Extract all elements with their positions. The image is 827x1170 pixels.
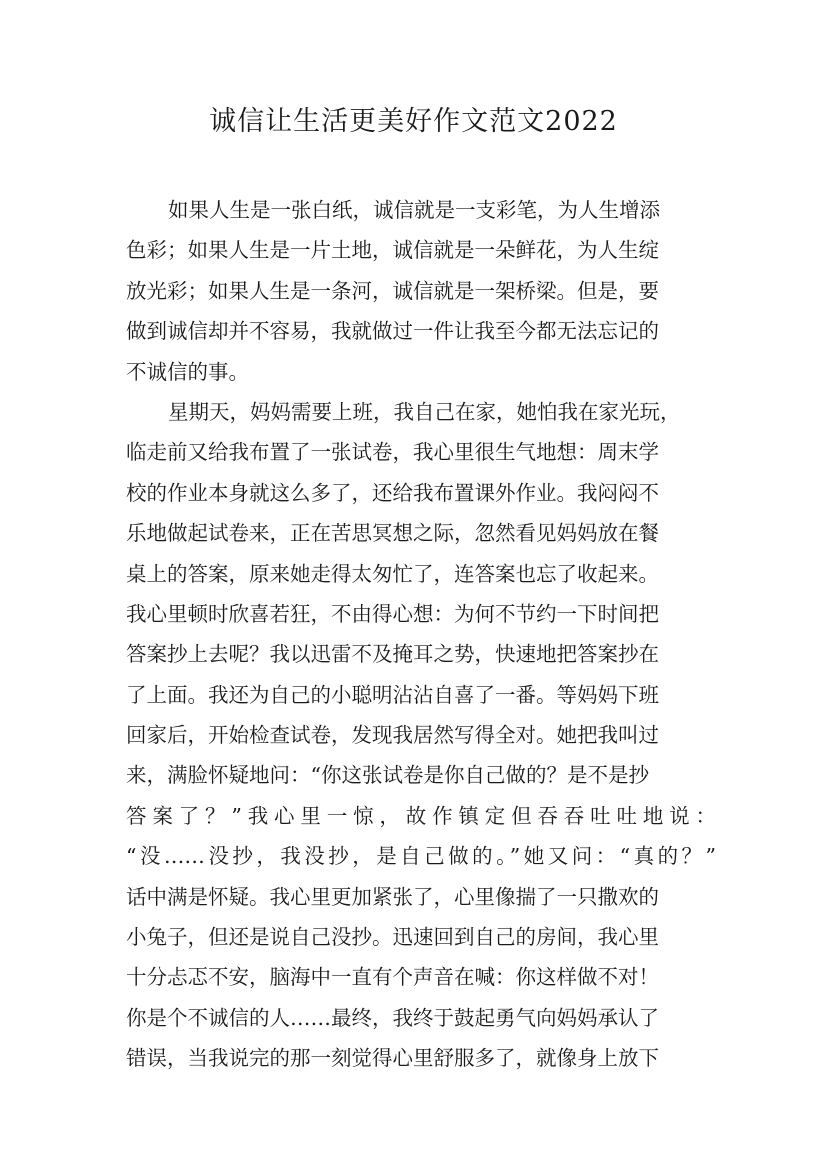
paragraph-line: 临走前又给我布置了一张试卷，我心里很生气地想：周末学 [126, 440, 659, 465]
paragraph-line: 答案抄上去呢？我以迅雷不及掩耳之势，快速地把答案抄在 [126, 642, 659, 667]
paragraph-line: 答案了？”我心里一惊，故作镇定但吞吞吐吐地说： [126, 803, 716, 828]
paragraph-line: 回家后，开始检查试卷，发现我居然写得全对。她把我叫过 [126, 723, 659, 748]
paragraph-line: 色彩；如果人生是一片土地，诚信就是一朵鲜花，为人生绽 [126, 238, 659, 263]
paragraph-line: 桌上的答案，原来她走得太匆忙了，连答案也忘了收起来。 [126, 561, 659, 586]
paragraph-line: 十分忐忑不安，脑海中一直有个声音在喊：你这样做不对！ [126, 965, 659, 990]
paragraph-line: 不诚信的事。 [126, 359, 249, 384]
paragraph-line: 话中满是怀疑。我心里更加紧张了，心里像揣了一只撒欢的 [126, 884, 659, 909]
document-body [126, 190, 716, 1079]
paragraph-line: 校的作业本身就这么多了，还给我布置课外作业。我闷闷不 [126, 480, 659, 505]
paragraph-line: 你是个不诚信的人……最终，我终于鼓起勇气向妈妈承认了 [126, 1005, 659, 1030]
paragraph-line: 星期天，妈妈需要上班，我自己在家，她怕我在家光玩， [168, 399, 681, 424]
paragraph-line: 来，满脸怀疑地问：“你这张试卷是你自己做的？是不是抄 [126, 763, 649, 788]
paragraph-line: 做到诚信却并不容易，我就做过一件让我至今都无法忘记的 [126, 319, 659, 344]
paragraph-line: 小兔子，但还是说自己没抄。迅速回到自己的房间，我心里 [126, 925, 659, 950]
paragraph-line: 我心里顿时欣喜若狂，不由得心想：为何不节约一下时间把 [126, 601, 659, 626]
paragraph-line: 乐地做起试卷来，正在苦思冥想之际，忽然看见妈妈放在餐 [126, 521, 659, 546]
paragraph-line: “没……没抄，我没抄，是自己做的。”她又问：“真的？” [126, 844, 716, 869]
document-title: 诚信让生活更美好作文范文2022 [209, 106, 618, 137]
paragraph-line: 错误，当我说完的那一刻觉得心里舒服多了，就像身上放下 [126, 1046, 659, 1071]
paragraph-line: 如果人生是一张白纸，诚信就是一支彩笔，为人生增添 [168, 198, 660, 222]
paragraph-line: 了上面。我还为自己的小聪明沾沾自喜了一番。等妈妈下班 [126, 682, 659, 707]
paragraph-line: 放光彩；如果人生是一条河，诚信就是一架桥梁。但是，要 [126, 278, 659, 303]
